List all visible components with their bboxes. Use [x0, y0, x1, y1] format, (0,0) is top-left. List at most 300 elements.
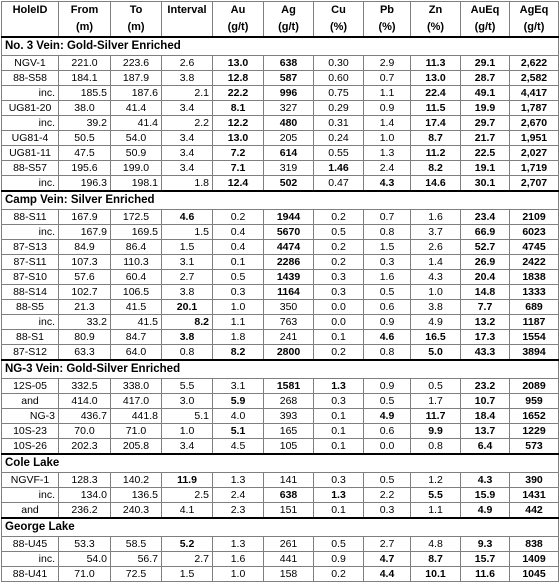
cell-pb: 1.5: [364, 240, 411, 255]
table-row: [2, 131, 559, 146]
cell-aueq: 52.7: [461, 240, 510, 255]
cell-to: 58.5: [111, 537, 162, 552]
cell-from: 134.0: [59, 488, 111, 503]
unit-cu: (%): [314, 19, 364, 37]
unit-to: (m): [111, 19, 162, 37]
cell-aueq: 43.3: [461, 345, 510, 361]
cell-ag: 319: [264, 161, 314, 176]
cell-ageq: 4,417: [510, 86, 559, 101]
table-row: [2, 537, 559, 552]
cell-pb: 0.7: [364, 210, 411, 225]
cell-au: 1.6: [213, 552, 264, 567]
cell-from: 21.3: [59, 300, 111, 315]
cell-ageq: 1187: [510, 315, 559, 330]
cell-aueq: 29.7: [461, 116, 510, 131]
cell-holeid: NGVF-1: [2, 473, 59, 488]
cell-holeid: inc.: [2, 176, 59, 192]
cell-zn: 14.6: [411, 176, 461, 192]
header-interval: Interval: [162, 2, 213, 20]
header-zn: Zn: [411, 2, 461, 20]
cell-cu: 0.0: [314, 315, 364, 330]
cell-holeid: and: [2, 503, 59, 519]
cell-pb: 0.5: [364, 473, 411, 488]
cell-pb: 4.3: [364, 176, 411, 192]
cell-to: 60.4: [111, 270, 162, 285]
cell-zn: 10.1: [411, 567, 461, 582]
cell-au: 1.8: [213, 330, 264, 345]
cell-ageq: 1045: [510, 567, 559, 582]
header-aueq: AuEq: [461, 2, 510, 20]
cell-holeid: 87-S13: [2, 240, 59, 255]
cell-interval: 2.1: [162, 86, 213, 101]
cell-ageq: 838: [510, 537, 559, 552]
cell-zn: 11.5: [411, 101, 461, 116]
cell-aueq: 13.7: [461, 424, 510, 439]
cell-from: 167.9: [59, 225, 111, 240]
cell-cu: 0.1: [314, 330, 364, 345]
cell-holeid: 87-S11: [2, 255, 59, 270]
cell-aueq: 17.3: [461, 330, 510, 345]
header-pb: Pb: [364, 2, 411, 20]
cell-aueq: 66.9: [461, 225, 510, 240]
cell-holeid: inc.: [2, 552, 59, 567]
cell-interval: 2.6: [162, 56, 213, 71]
cell-zn: 13.0: [411, 71, 461, 86]
cell-ageq: 3894: [510, 345, 559, 361]
cell-ag: 2286: [264, 255, 314, 270]
table-row: [2, 270, 559, 285]
cell-aueq: 4.9: [461, 503, 510, 519]
cell-ag: 241: [264, 330, 314, 345]
cell-ageq: 1229: [510, 424, 559, 439]
cell-aueq: 26.9: [461, 255, 510, 270]
cell-to: 110.3: [111, 255, 162, 270]
cell-interval: 1.5: [162, 567, 213, 582]
cell-interval: 3.0: [162, 394, 213, 409]
table-row: [2, 56, 559, 71]
cell-ag: 638: [264, 488, 314, 503]
table-row: [2, 567, 559, 582]
cell-interval: 1.5: [162, 225, 213, 240]
cell-au: 4.5: [213, 439, 264, 455]
cell-interval: 11.9: [162, 473, 213, 488]
cell-pb: 1.0: [364, 131, 411, 146]
cell-au: 13.0: [213, 131, 264, 146]
cell-to: 86.4: [111, 240, 162, 255]
unit-holeid: [2, 19, 59, 37]
cell-pb: 0.6: [364, 424, 411, 439]
cell-ag: 5670: [264, 225, 314, 240]
cell-zn: 9.9: [411, 424, 461, 439]
cell-ag: 614: [264, 146, 314, 161]
cell-to: 240.3: [111, 503, 162, 519]
cell-holeid: 88-S57: [2, 161, 59, 176]
section-title: No. 3 Vein: Gold-Silver Enriched: [2, 37, 559, 56]
cell-au: 8.1: [213, 101, 264, 116]
cell-to: 417.0: [111, 394, 162, 409]
cell-interval: 4.1: [162, 503, 213, 519]
cell-cu: 0.60: [314, 71, 364, 86]
cell-holeid: 10S-23: [2, 424, 59, 439]
cell-zn: 4.9: [411, 315, 461, 330]
cell-cu: 0.1: [314, 424, 364, 439]
header-holeid: HoleID: [2, 2, 59, 20]
cell-zn: 5.0: [411, 345, 461, 361]
cell-ag: 1164: [264, 285, 314, 300]
cell-from: 84.9: [59, 240, 111, 255]
header-ag: Ag: [264, 2, 314, 20]
cell-zn: 16.5: [411, 330, 461, 345]
cell-au: 5.9: [213, 394, 264, 409]
cell-aueq: 21.7: [461, 131, 510, 146]
cell-zn: 1.0: [411, 285, 461, 300]
unit-ag: (g/t): [264, 19, 314, 37]
cell-ag: 480: [264, 116, 314, 131]
cell-cu: 0.24: [314, 131, 364, 146]
cell-zn: 11.3: [411, 56, 461, 71]
cell-to: 41.4: [111, 116, 162, 131]
cell-to: 41.4: [111, 101, 162, 116]
header-row-names: [2, 2, 559, 20]
cell-zn: 1.1: [411, 503, 461, 519]
table-row: [2, 146, 559, 161]
cell-holeid: 88-S11: [2, 210, 59, 225]
section-title: Cole Lake: [2, 454, 559, 473]
cell-aueq: 30.1: [461, 176, 510, 192]
table-row: [2, 488, 559, 503]
cell-ag: 996: [264, 86, 314, 101]
cell-ag: 1581: [264, 379, 314, 394]
cell-ageq: 2422: [510, 255, 559, 270]
table-row: [2, 116, 559, 131]
cell-cu: 0.30: [314, 56, 364, 71]
cell-aueq: 10.7: [461, 394, 510, 409]
cell-to: 71.0: [111, 424, 162, 439]
cell-interval: 2.7: [162, 552, 213, 567]
cell-interval: 3.8: [162, 285, 213, 300]
cell-ag: 587: [264, 71, 314, 86]
cell-cu: 0.55: [314, 146, 364, 161]
cell-ageq: 442: [510, 503, 559, 519]
cell-ag: 1944: [264, 210, 314, 225]
cell-holeid: UG81-11: [2, 146, 59, 161]
cell-interval: 8.2: [162, 315, 213, 330]
cell-ageq: 2,027: [510, 146, 559, 161]
cell-au: 8.2: [213, 345, 264, 361]
cell-ag: 502: [264, 176, 314, 192]
cell-pb: 0.5: [364, 394, 411, 409]
cell-au: 7.2: [213, 146, 264, 161]
table-row: [2, 409, 559, 424]
cell-aueq: 14.8: [461, 285, 510, 300]
cell-zn: 11.2: [411, 146, 461, 161]
cell-au: 2.3: [213, 503, 264, 519]
cell-zn: 4.3: [411, 270, 461, 285]
cell-to: 223.6: [111, 56, 162, 71]
cell-aueq: 6.4: [461, 439, 510, 455]
cell-cu: 0.5: [314, 537, 364, 552]
cell-zn: 22.4: [411, 86, 461, 101]
cell-au: 3.1: [213, 379, 264, 394]
cell-zn: 8.2: [411, 161, 461, 176]
cell-ageq: 1409: [510, 552, 559, 567]
cell-ag: 2800: [264, 345, 314, 361]
cell-pb: 0.7: [364, 71, 411, 86]
cell-to: 187.6: [111, 86, 162, 101]
cell-cu: 0.1: [314, 503, 364, 519]
table-header: [2, 2, 559, 38]
table-body: [2, 37, 559, 582]
cell-aueq: 23.2: [461, 379, 510, 394]
cell-interval: 1.8: [162, 176, 213, 192]
table-row: [2, 330, 559, 345]
cell-pb: 1.6: [364, 270, 411, 285]
header-to: To: [111, 2, 162, 20]
cell-to: 106.5: [111, 285, 162, 300]
cell-ag: 393: [264, 409, 314, 424]
cell-interval: 3.4: [162, 439, 213, 455]
cell-holeid: 12S-05: [2, 379, 59, 394]
cell-to: 84.7: [111, 330, 162, 345]
unit-interval: [162, 19, 213, 37]
cell-ageq: 959: [510, 394, 559, 409]
unit-aueq: (g/t): [461, 19, 510, 37]
cell-ageq: 2,670: [510, 116, 559, 131]
cell-from: 236.2: [59, 503, 111, 519]
cell-interval: 5.5: [162, 379, 213, 394]
cell-holeid: inc.: [2, 488, 59, 503]
cell-from: 107.3: [59, 255, 111, 270]
cell-pb: 0.8: [364, 345, 411, 361]
cell-au: 12.4: [213, 176, 264, 192]
cell-cu: 0.1: [314, 409, 364, 424]
cell-au: 1.0: [213, 300, 264, 315]
cell-interval: 2.5: [162, 488, 213, 503]
cell-aueq: 49.1: [461, 86, 510, 101]
cell-holeid: inc.: [2, 225, 59, 240]
cell-ag: 638: [264, 56, 314, 71]
cell-from: 102.7: [59, 285, 111, 300]
cell-from: 57.6: [59, 270, 111, 285]
unit-ageq: (g/t): [510, 19, 559, 37]
cell-from: 70.0: [59, 424, 111, 439]
cell-from: 53.3: [59, 537, 111, 552]
cell-aueq: 29.1: [461, 56, 510, 71]
cell-from: 332.5: [59, 379, 111, 394]
table-row: [2, 345, 559, 361]
cell-au: 5.1: [213, 424, 264, 439]
cell-ag: 763: [264, 315, 314, 330]
unit-from: (m): [59, 19, 111, 37]
cell-aueq: 13.2: [461, 315, 510, 330]
cell-to: 169.5: [111, 225, 162, 240]
cell-holeid: inc.: [2, 116, 59, 131]
cell-interval: 2.2: [162, 116, 213, 131]
cell-cu: 0.75: [314, 86, 364, 101]
cell-cu: 1.46: [314, 161, 364, 176]
table-row: [2, 210, 559, 225]
cell-holeid: 88-S1: [2, 330, 59, 345]
table-row: [2, 473, 559, 488]
section-header-row: [2, 37, 559, 56]
cell-to: 41.5: [111, 315, 162, 330]
cell-from: 414.0: [59, 394, 111, 409]
cell-interval: 3.8: [162, 71, 213, 86]
cell-ageq: 1554: [510, 330, 559, 345]
cell-to: 56.7: [111, 552, 162, 567]
cell-au: 1.3: [213, 473, 264, 488]
cell-holeid: 88-S5: [2, 300, 59, 315]
cell-pb: 0.3: [364, 255, 411, 270]
cell-interval: 5.1: [162, 409, 213, 424]
cell-au: 0.2: [213, 210, 264, 225]
cell-ageq: 2,582: [510, 71, 559, 86]
cell-to: 140.2: [111, 473, 162, 488]
cell-zn: 1.6: [411, 210, 461, 225]
cell-aueq: 9.3: [461, 537, 510, 552]
cell-cu: 0.5: [314, 225, 364, 240]
cell-cu: 0.2: [314, 240, 364, 255]
cell-pb: 2.4: [364, 161, 411, 176]
cell-to: 205.8: [111, 439, 162, 455]
cell-pb: 4.6: [364, 330, 411, 345]
cell-to: 199.0: [111, 161, 162, 176]
table-row: [2, 424, 559, 439]
cell-from: 47.5: [59, 146, 111, 161]
cell-from: 195.6: [59, 161, 111, 176]
cell-interval: 20.1: [162, 300, 213, 315]
cell-from: 436.7: [59, 409, 111, 424]
cell-to: 198.1: [111, 176, 162, 192]
header-row-units: [2, 19, 559, 37]
table-row: [2, 439, 559, 455]
cell-zn: 17.4: [411, 116, 461, 131]
cell-pb: 0.0: [364, 439, 411, 455]
cell-ageq: 1,951: [510, 131, 559, 146]
section-header-row: [2, 360, 559, 379]
cell-holeid: NGV-1: [2, 56, 59, 71]
cell-holeid: NG-3: [2, 409, 59, 424]
cell-zn: 3.8: [411, 300, 461, 315]
cell-from: 184.1: [59, 71, 111, 86]
cell-aueq: 23.4: [461, 210, 510, 225]
cell-ageq: 1431: [510, 488, 559, 503]
cell-au: 12.2: [213, 116, 264, 131]
cell-au: 12.8: [213, 71, 264, 86]
section-title: NG-3 Vein: Gold-Silver Enriched: [2, 360, 559, 379]
cell-holeid: 88-S58: [2, 71, 59, 86]
section-title: George Lake: [2, 518, 559, 537]
cell-to: 72.5: [111, 567, 162, 582]
cell-au: 2.4: [213, 488, 264, 503]
cell-to: 441.8: [111, 409, 162, 424]
cell-pb: 4.4: [364, 567, 411, 582]
cell-cu: 0.31: [314, 116, 364, 131]
table-row: [2, 300, 559, 315]
cell-zn: 3.7: [411, 225, 461, 240]
assay-table-container: [1, 1, 558, 582]
cell-au: 13.0: [213, 56, 264, 71]
cell-ag: 205: [264, 131, 314, 146]
cell-interval: 2.7: [162, 270, 213, 285]
cell-zn: 11.7: [411, 409, 461, 424]
cell-cu: 0.2: [314, 255, 364, 270]
cell-pb: 4.9: [364, 409, 411, 424]
unit-pb: (%): [364, 19, 411, 37]
cell-aueq: 4.3: [461, 473, 510, 488]
cell-ageq: 6023: [510, 225, 559, 240]
cell-holeid: and: [2, 394, 59, 409]
cell-holeid: inc.: [2, 86, 59, 101]
cell-from: 38.0: [59, 101, 111, 116]
cell-aueq: 15.7: [461, 552, 510, 567]
cell-ag: 441: [264, 552, 314, 567]
cell-ageq: 2089: [510, 379, 559, 394]
cell-ag: 158: [264, 567, 314, 582]
cell-from: 80.9: [59, 330, 111, 345]
cell-to: 187.9: [111, 71, 162, 86]
cell-ag: 350: [264, 300, 314, 315]
cell-interval: 3.1: [162, 255, 213, 270]
cell-cu: 0.2: [314, 210, 364, 225]
cell-from: 221.0: [59, 56, 111, 71]
table-row: [2, 176, 559, 192]
table-row: [2, 71, 559, 86]
cell-from: 71.0: [59, 567, 111, 582]
cell-to: 172.5: [111, 210, 162, 225]
cell-pb: 1.4: [364, 116, 411, 131]
cell-zn: 1.7: [411, 394, 461, 409]
cell-from: 39.2: [59, 116, 111, 131]
cell-ageq: 1,719: [510, 161, 559, 176]
cell-to: 50.9: [111, 146, 162, 161]
cell-cu: 0.3: [314, 270, 364, 285]
cell-ag: 151: [264, 503, 314, 519]
cell-zn: 2.6: [411, 240, 461, 255]
cell-pb: 2.9: [364, 56, 411, 71]
cell-cu: 0.3: [314, 473, 364, 488]
cell-zn: 4.8: [411, 537, 461, 552]
cell-pb: 1.1: [364, 86, 411, 101]
cell-ageq: 689: [510, 300, 559, 315]
cell-pb: 0.8: [364, 225, 411, 240]
cell-aueq: 20.4: [461, 270, 510, 285]
table-row: [2, 240, 559, 255]
cell-ag: 268: [264, 394, 314, 409]
cell-interval: 4.6: [162, 210, 213, 225]
table-row: [2, 503, 559, 519]
cell-aueq: 18.4: [461, 409, 510, 424]
table-row: [2, 315, 559, 330]
table-row: [2, 552, 559, 567]
cell-holeid: UG81-4: [2, 131, 59, 146]
table-row: [2, 161, 559, 176]
cell-pb: 0.9: [364, 101, 411, 116]
cell-ag: 261: [264, 537, 314, 552]
section-header-row: [2, 191, 559, 210]
cell-zn: 1.2: [411, 473, 461, 488]
cell-pb: 1.3: [364, 146, 411, 161]
cell-cu: 0.9: [314, 552, 364, 567]
cell-holeid: 10S-26: [2, 439, 59, 455]
cell-ageq: 573: [510, 439, 559, 455]
cell-ageq: 2,707: [510, 176, 559, 192]
cell-ageq: 4745: [510, 240, 559, 255]
cell-au: 4.0: [213, 409, 264, 424]
cell-pb: 0.6: [364, 300, 411, 315]
table-row: [2, 225, 559, 240]
cell-pb: 2.2: [364, 488, 411, 503]
